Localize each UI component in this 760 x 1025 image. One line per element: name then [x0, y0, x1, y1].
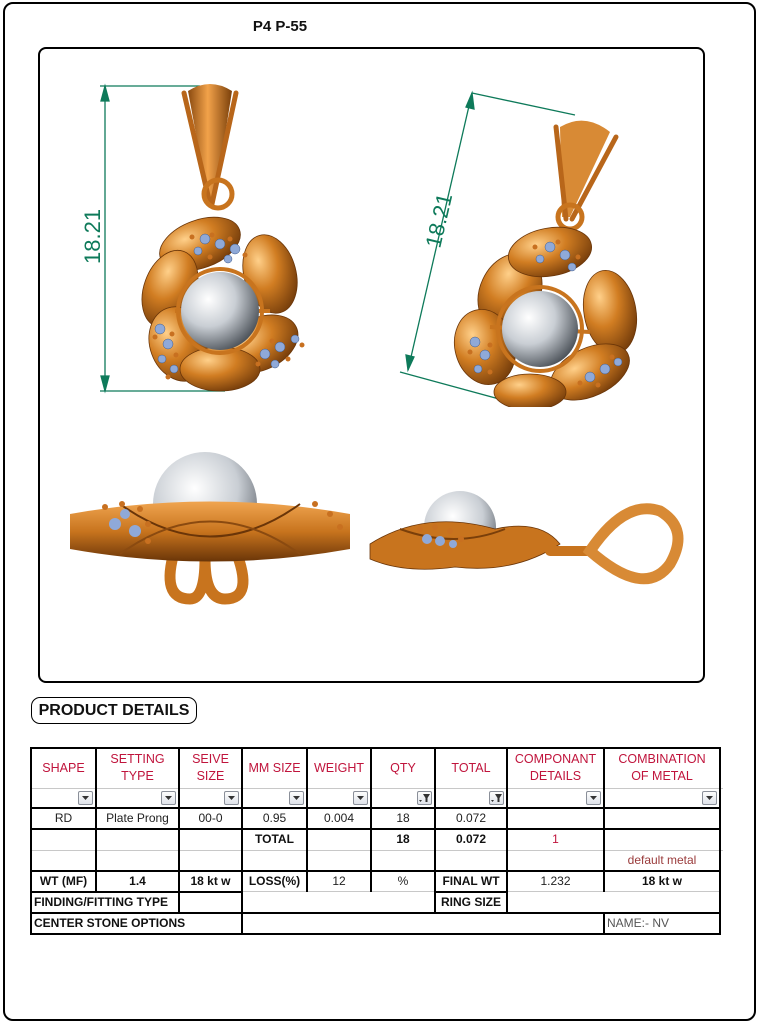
- final-wt-value: 1.232: [540, 874, 571, 889]
- chevron-down-icon: [357, 796, 364, 800]
- cell-weight: 0.004: [323, 811, 355, 826]
- total-row: [31, 829, 720, 850]
- design-code-title: P4 P-55: [252, 18, 308, 35]
- pearl: [502, 291, 578, 367]
- product-details-heading: PRODUCT DETAILS: [31, 697, 197, 724]
- ring-size-value: [507, 892, 720, 913]
- filter-dropdown-setting-type[interactable]: [161, 791, 176, 805]
- cell-seive-size: 00-0: [198, 811, 223, 826]
- chevron-down-icon: [706, 796, 713, 800]
- cell-total: 0.072: [455, 811, 487, 826]
- table-row: [31, 808, 720, 829]
- center-stone-options-value: [242, 913, 604, 934]
- loss-value: 12: [332, 874, 346, 889]
- col-header-qty: QTY: [390, 760, 416, 775]
- profile-view-image: [365, 449, 685, 609]
- col-header-componant-details: COMPONANT DETAILS: [514, 752, 597, 783]
- col-header-total: TOTAL: [451, 760, 491, 775]
- ring-size-label: RING SIZE: [440, 895, 501, 910]
- header-row: [31, 748, 720, 788]
- dimension-label: 18.21: [420, 190, 458, 251]
- cell-shape: RD: [54, 811, 73, 826]
- filter-dropdown-shape[interactable]: [78, 791, 93, 805]
- total-weight: 0.072: [455, 832, 487, 847]
- front-view-image: [80, 79, 370, 399]
- loss-label: LOSS(%): [248, 874, 301, 889]
- filter-active-qty[interactable]: [417, 791, 432, 805]
- total-label: TOTAL: [255, 832, 294, 847]
- col-header-weight: WEIGHT: [314, 760, 364, 775]
- dimension-label: 18.21: [80, 208, 105, 264]
- col-header-setting-type: SETTING TYPE: [110, 752, 165, 783]
- col-header-mm-size: MM SIZE: [248, 760, 301, 775]
- designer-name: NAME:- NV: [607, 916, 670, 931]
- weight-summary-row: [31, 871, 720, 892]
- chevron-down-icon: [228, 796, 235, 800]
- wt-metal: 18 kt w: [190, 874, 231, 889]
- col-header-combination-of-metal: COMBINATION OF METAL: [618, 752, 706, 783]
- cell-qty: 18: [396, 811, 410, 826]
- default-metal-value: default metal: [627, 853, 697, 868]
- bail-loop: [590, 509, 678, 579]
- filter-dropdown-seive-size[interactable]: [224, 791, 239, 805]
- finding-row: [31, 892, 720, 913]
- chevron-down-icon: [82, 796, 89, 800]
- funnel-filter-icon: [491, 794, 502, 803]
- angled-view-image: [390, 87, 680, 407]
- funnel-filter-icon: [419, 794, 430, 803]
- loss-unit: %: [397, 874, 409, 889]
- final-metal: 18 kt w: [641, 874, 683, 889]
- finding-fitting-type-value: [179, 892, 435, 913]
- center-stone-options-label: CENTER STONE OPTIONS: [34, 916, 186, 931]
- wt-mf-value: 1.4: [129, 874, 146, 889]
- filter-active-total[interactable]: [489, 791, 504, 805]
- cell-componant-details: [507, 808, 604, 829]
- chevron-down-icon: [165, 796, 172, 800]
- cell-setting-type: Plate Prong: [106, 811, 169, 826]
- filter-dropdown-componant-details[interactable]: [586, 791, 601, 805]
- pearl: [181, 272, 259, 350]
- col-header-seive-size: SEIVE SIZE: [192, 752, 229, 783]
- filter-dropdown-weight[interactable]: [353, 791, 368, 805]
- final-wt-label: FINAL WT: [442, 874, 500, 889]
- cell-combination-of-metal: [604, 808, 720, 829]
- finding-fitting-type-label: FINDING/FITTING TYPE: [34, 895, 168, 910]
- wt-mf-label: WT (MF): [39, 874, 88, 889]
- cell-mm-size: 0.95: [262, 811, 287, 826]
- filter-dropdown-combination-of-metal[interactable]: [702, 791, 717, 805]
- filter-dropdown-mm-size[interactable]: [289, 791, 304, 805]
- filter-row: [31, 788, 720, 808]
- product-image-panel: [38, 47, 705, 683]
- total-qty: 18: [396, 832, 410, 847]
- chevron-down-icon: [293, 796, 300, 800]
- side-view-image: [60, 449, 360, 609]
- chevron-down-icon: [590, 796, 597, 800]
- total-componant-count: 1: [552, 832, 559, 847]
- metal-row: [31, 850, 720, 871]
- center-stone-row: [31, 913, 720, 934]
- col-header-shape: SHAPE: [42, 760, 85, 775]
